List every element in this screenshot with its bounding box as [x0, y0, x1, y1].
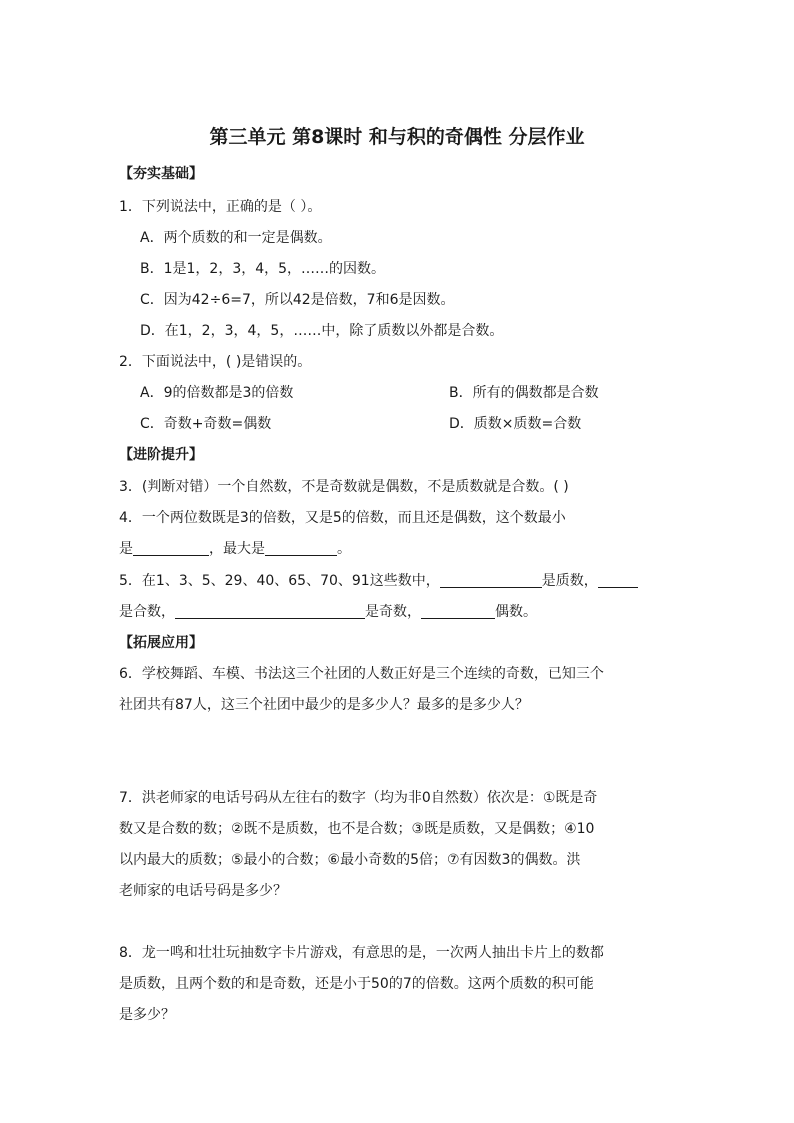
question-4-line-1: 4．一个两位数既是3的倍数，又是5的倍数，而且还是偶数，这个数最小: [119, 510, 566, 526]
answer-blank[interactable]: [265, 541, 337, 556]
question-5-text: 是质数，: [541, 573, 598, 589]
answer-blank[interactable]: [421, 604, 495, 619]
question-7-line-4: 老师家的电话号码是多少？: [119, 883, 287, 899]
question-1-option-b: B．1是1，2，3，4，5，……的因数。: [140, 261, 386, 277]
question-4-prefix: 是: [119, 541, 133, 557]
question-5-text: 是合数，: [119, 604, 175, 620]
question-5-text: 偶数。: [495, 604, 537, 620]
question-2-stem: 2．下面说法中，( )是错误的。: [119, 354, 312, 370]
question-1-stem: 1．下列说法中，正确的是（ ）。: [119, 199, 322, 215]
answer-blank[interactable]: [133, 541, 209, 556]
question-7-line-3: 以内最大的质数；⑤最小的合数；⑥最小奇数的5倍；⑦有因数3的偶数。洪: [119, 852, 581, 868]
question-1-option-a: A．两个质数的和一定是偶数。: [140, 230, 332, 246]
question-5-line-2: [119, 601, 537, 621]
question-3: 3．(判断对错）一个自然数，不是奇数就是偶数，不是质数就是合数。( ): [119, 479, 569, 495]
question-1-option-d: D．在1，2，3，4，5，……中，除了质数以外都是合数。: [140, 323, 504, 339]
question-6-line-2: 社团共有87人，这三个社团中最少的是多少人？最多的是多少人？: [119, 697, 529, 713]
question-4-end: 。: [337, 541, 351, 557]
question-5-text: 是奇数，: [365, 604, 421, 620]
question-8-line-2: 是质数，且两个数的和是奇数，还是小于50的7的倍数。这两个质数的积可能: [119, 976, 594, 992]
section-heading-basic: 【夯实基础】: [119, 166, 203, 182]
answer-blank[interactable]: [440, 573, 542, 588]
question-7-line-2: 数又是合数的数；②既不是质数，也不是合数；③既是质数，又是偶数；④10: [119, 821, 595, 837]
page-title: 第三单元 第8课时 和与积的奇偶性 分层作业: [209, 126, 585, 148]
question-2-option-d: D．质数×质数=合数: [449, 416, 582, 432]
question-8-line-3: 是多少？: [119, 1007, 175, 1023]
answer-blank[interactable]: [598, 573, 638, 588]
question-4-mid: ，最大是: [209, 541, 265, 557]
question-5-line-1: [119, 570, 638, 590]
question-8-line-1: 8．龙一鸣和壮壮玩抽数字卡片游戏，有意思的是，一次两人抽出卡片上的数都: [119, 945, 604, 961]
section-heading-extension: 【拓展应用】: [119, 635, 203, 651]
question-5-stem: 5．在1、3、5、29、40、65、70、91这些数中，: [119, 573, 440, 589]
question-4-line-2: [119, 538, 351, 558]
question-6-line-1: 6．学校舞蹈、车模、书法这三个社团的人数正好是三个连续的奇数，已知三个: [119, 666, 604, 682]
question-1-option-c: C．因为42÷6=7，所以42是倍数，7和6是因数。: [140, 292, 455, 308]
answer-blank[interactable]: [175, 604, 365, 619]
question-2-option-b: B．所有的偶数都是合数: [449, 385, 599, 401]
question-2-option-c: C．奇数+奇数=偶数: [140, 416, 272, 432]
question-7-line-1: 7．洪老师家的电话号码从左往右的数字（均为非0自然数）依次是：①既是奇: [119, 790, 598, 806]
section-heading-advanced: 【进阶提升】: [119, 447, 203, 463]
question-2-option-a: A．9的倍数都是3的倍数: [140, 385, 294, 401]
